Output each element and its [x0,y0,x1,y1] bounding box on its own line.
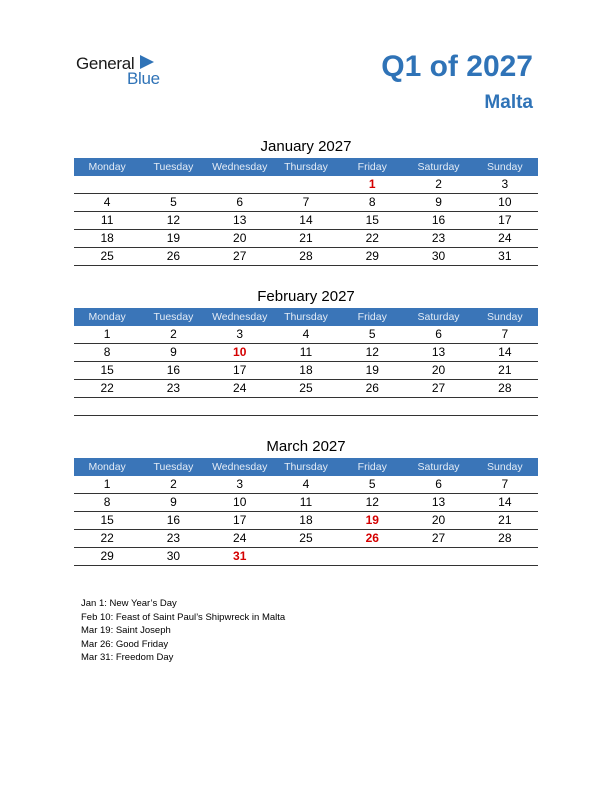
day-cell [74,176,140,193]
day-cell: 23 [166,531,181,545]
week-row [74,362,538,380]
weekday-label: Monday [88,461,126,473]
weekday-label: Tuesday [153,461,194,473]
day-cell: 23 [431,231,446,245]
day-cell: 27 [431,381,446,395]
weekday-label: Saturday [417,311,460,323]
day-cell: 15 [365,213,379,227]
day-cell: 3 [236,477,244,491]
day-cell: 21 [299,231,313,245]
day-cell: 25 [299,531,313,545]
weekday-header [74,458,538,476]
day-cell: 2 [170,327,177,341]
day-cell: 18 [299,363,313,377]
day-cell: 12 [166,213,181,227]
day-cell: 9 [435,195,442,209]
day-cell: 1 [103,327,111,341]
holiday-notes [81,597,285,665]
week-row [74,230,538,248]
month-grid [74,476,538,566]
holiday-note: Feb 10: Feast of Saint Paul’s Shipwreck in Malta [81,611,286,623]
day-cell: 27 [431,531,446,545]
day-cell: 13 [431,495,446,509]
week-row [74,326,538,344]
day-cell: 25 [100,249,114,263]
day-cell: 17 [498,213,512,227]
day-cell: 2 [435,177,442,191]
day-cell [405,548,471,565]
day-cell [140,398,206,415]
page-title: Q1 of 2027 [381,50,533,83]
weekday-header [74,308,538,326]
weekday-label: Wednesday [212,311,268,323]
day-cell: 26 [365,381,379,395]
day-cell: 16 [431,213,446,227]
month-title: March 2027 [266,438,346,455]
week-row [74,494,538,512]
weekday-label: Friday [357,461,387,473]
day-cell: 7 [501,327,509,341]
day-cell [273,398,339,415]
weekday-label: Thursday [284,161,328,173]
day-cell [207,398,273,415]
day-cell: 10 [498,195,512,209]
day-cell: 16 [166,363,181,377]
day-cell: 25 [299,381,313,395]
day-cell: 3 [236,327,244,341]
day-cell: 20 [431,513,446,527]
weekday-label: Sunday [487,461,523,473]
week-row [74,380,538,398]
day-cell [140,176,206,193]
week-row [74,212,538,230]
week-row [74,194,538,212]
day-cell: 4 [302,477,310,491]
logo-general-text: General [76,54,135,73]
day-cell: 29 [100,549,114,563]
day-cell: 11 [100,213,114,227]
holiday-note: Mar 19: Saint Joseph [81,625,171,636]
day-cell: 16 [166,513,181,527]
day-cell: 22 [100,381,114,395]
month-january [74,136,538,266]
weekday-label: Friday [357,311,387,323]
day-cell: 8 [368,195,376,209]
day-cell: 5 [368,477,376,491]
weekday-label: Friday [357,161,387,173]
weekday-label: Thursday [284,311,328,323]
day-cell: 1 [103,477,111,491]
day-cell: 3 [501,177,509,191]
day-cell: 11 [299,495,313,509]
day-cell: 30 [431,249,446,263]
day-cell: 13 [233,213,247,227]
week-row [74,248,538,266]
week-row [74,176,538,194]
day-cell: 7 [302,195,310,209]
day-cell: 2 [170,477,177,491]
day-cell: 19 [166,231,181,245]
day-cell: 14 [299,213,313,227]
day-cell [273,176,339,193]
day-cell: 8 [103,495,111,509]
weekday-label: Wednesday [212,461,268,473]
day-cell: 19 [365,513,379,527]
day-cell: 17 [233,513,247,527]
day-cell: 24 [233,381,247,395]
week-row [74,548,538,566]
day-cell: 15 [100,513,114,527]
day-cell: 5 [170,195,177,209]
weekday-label: Thursday [284,461,328,473]
day-cell [339,398,405,415]
day-cell: 28 [498,381,512,395]
day-cell: 15 [100,363,114,377]
weekday-label: Saturday [417,461,460,473]
holiday-note: Mar 26: Good Friday [81,638,169,650]
day-cell: 31 [233,549,247,563]
weekday-label: Wednesday [212,161,268,173]
weekday-label: Saturday [417,161,460,173]
month-march [74,436,538,566]
day-cell: 8 [103,345,111,359]
day-cell [74,398,140,415]
day-cell: 6 [435,327,442,341]
country-name: Malta [484,92,533,113]
day-cell: 7 [501,477,509,491]
holiday-note: Jan 1: New Year’s Day [81,598,177,609]
month-grid [74,176,538,266]
day-cell: 1 [368,177,376,191]
day-cell [339,548,405,565]
day-cell: 26 [365,531,379,545]
day-cell: 19 [365,363,379,377]
day-cell: 21 [498,513,512,527]
day-cell: 28 [498,531,512,545]
day-cell: 18 [299,513,313,527]
day-cell: 28 [299,249,313,263]
day-cell: 5 [368,327,376,341]
day-cell: 23 [166,381,181,395]
day-cell: 31 [498,249,512,263]
weekday-label: Sunday [487,311,523,323]
day-cell: 13 [431,345,446,359]
day-cell: 4 [103,195,111,209]
logo-flag-icon [140,55,154,69]
day-cell: 17 [233,363,247,377]
day-cell: 21 [498,363,512,377]
day-cell: 10 [233,495,247,509]
month-grid [74,326,538,416]
day-cell: 12 [365,495,379,509]
brand-logo [76,52,186,92]
week-row [74,398,538,416]
day-cell [207,176,273,193]
week-row [74,512,538,530]
day-cell: 6 [236,195,244,209]
day-cell: 26 [166,249,181,263]
week-row [74,476,538,494]
day-cell [405,398,471,415]
day-cell: 24 [498,231,512,245]
day-cell: 11 [299,345,313,359]
day-cell [273,548,339,565]
logo-blue-text: Blue [127,69,160,88]
weekday-label: Monday [88,311,126,323]
week-row [74,344,538,362]
weekday-label: Tuesday [153,161,194,173]
week-row [74,530,538,548]
day-cell: 6 [435,477,442,491]
weekday-header [74,158,538,176]
day-cell [472,548,538,565]
day-cell: 24 [233,531,247,545]
day-cell: 27 [233,249,247,263]
weekday-label: Sunday [487,161,523,173]
day-cell: 30 [166,549,181,563]
day-cell: 22 [100,531,114,545]
day-cell: 12 [365,345,379,359]
day-cell: 29 [365,249,379,263]
day-cell: 18 [100,231,114,245]
day-cell: 20 [431,363,446,377]
weekday-label: Tuesday [153,311,194,323]
day-cell: 14 [498,495,512,509]
day-cell: 22 [365,231,379,245]
month-title: February 2027 [257,288,355,305]
day-cell: 4 [302,327,310,341]
weekday-label: Monday [88,161,126,173]
holiday-note: Mar 31: Freedom Day [81,652,174,663]
day-cell: 20 [233,231,247,245]
day-cell: 9 [170,495,177,509]
month-title: January 2027 [260,138,352,155]
month-february [74,286,538,416]
day-cell: 14 [498,345,512,359]
day-cell [472,398,538,415]
day-cell: 9 [170,345,177,359]
day-cell: 10 [233,345,247,359]
